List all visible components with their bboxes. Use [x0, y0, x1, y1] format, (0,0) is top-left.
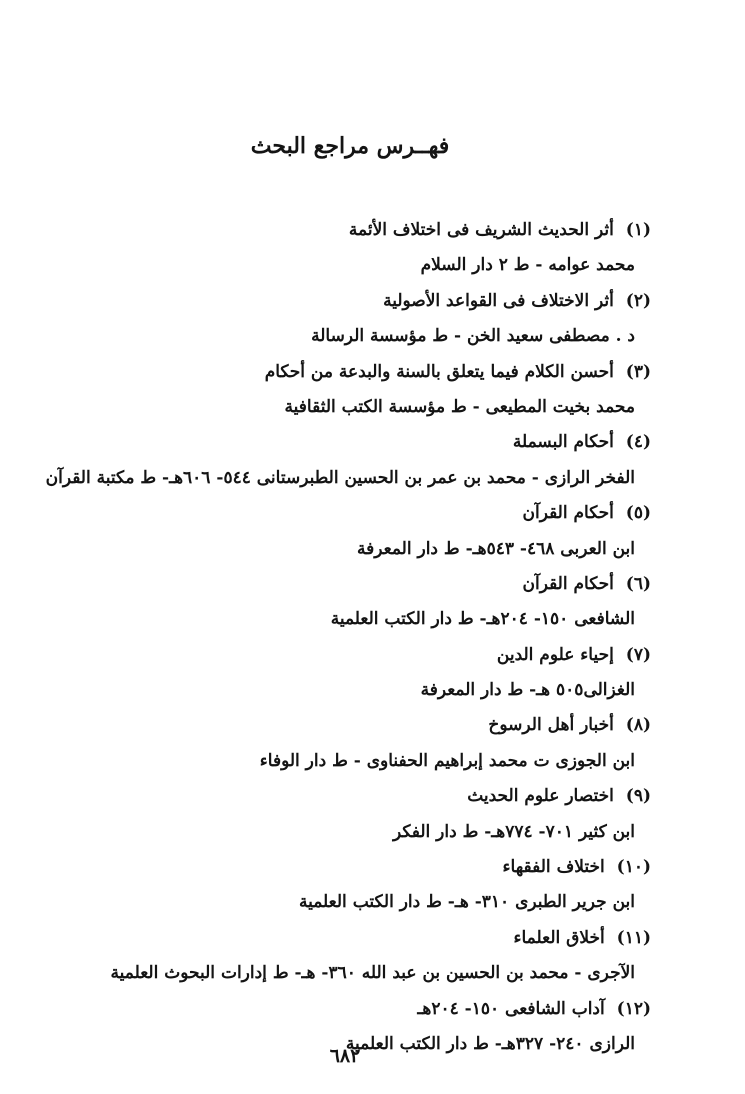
reference-title-line — [11, 921, 651, 956]
reference-entry — [11, 850, 651, 921]
reference-list — [11, 213, 651, 1062]
reference-number: (١٠) — [616, 857, 651, 878]
reference-title: آداب الشافعى ١٥٠- ٢٠٤هـ — [417, 998, 605, 1019]
reference-title-line — [11, 708, 651, 743]
reference-detail: الفخر الرازى - محمد بن عمر بن الحسين الطبرستانى ٥٤٤- ٦٠٦هـ- ط مكتبة القرآن — [45, 467, 635, 488]
reference-entry — [11, 779, 651, 850]
reference-number: (٥) — [625, 503, 651, 524]
reference-entry — [11, 708, 651, 779]
reference-detail: ابن كثير ٧٠١- ٧٧٤هـ- ط دار الفكر — [392, 821, 635, 842]
reference-entry — [11, 284, 651, 355]
page-number: ٦٨٢ — [329, 1045, 361, 1067]
reference-entry — [11, 425, 651, 496]
reference-number: (٦) — [625, 573, 651, 594]
reference-number: (٩) — [625, 786, 651, 807]
reference-detail: الغزالى٥٠٥ هـ- ط دار المعرفة — [420, 680, 635, 701]
reference-number: (١١) — [616, 927, 651, 948]
reference-title: أحكام القرآن — [522, 573, 614, 594]
reference-title: أثر الاختلاف فى القواعد الأصولية — [383, 290, 614, 311]
reference-number: (١٢) — [616, 998, 651, 1019]
reference-detail: الرازى ٢٤٠- ٣٢٧هـ- ط دار الكتب العلمية — [345, 1033, 635, 1054]
reference-entry — [11, 355, 651, 426]
reference-entry — [11, 567, 651, 638]
reference-title: أثر الحديث الشريف فى اختلاف الأئمة — [348, 220, 614, 240]
reference-title-line — [11, 638, 651, 673]
reference-title-line — [11, 850, 651, 885]
reference-number: (٣) — [625, 361, 651, 382]
reference-title-line — [11, 213, 651, 248]
reference-number: (٧) — [625, 644, 651, 665]
reference-title-line — [11, 992, 651, 1027]
reference-detail: ابن الجوزى ت محمد إبراهيم الحفناوى - ط دار الوفاء — [259, 750, 635, 771]
reference-detail: ابن العربى ٤٦٨- ٥٤٣هـ- ط دار المعرفة — [357, 538, 635, 559]
reference-title-line — [11, 425, 651, 460]
reference-number: (٢) — [625, 290, 651, 311]
reference-title: اختلاف الفقهاء — [502, 857, 605, 878]
reference-title-line — [11, 567, 651, 602]
reference-entry — [11, 213, 651, 284]
reference-number: (٨) — [625, 715, 651, 736]
reference-title: إحياء علوم الدين — [496, 644, 614, 665]
reference-title: أخلاق العلماء — [513, 927, 605, 948]
reference-title-line — [11, 355, 651, 390]
reference-title: أحسن الكلام فيما يتعلق بالسنة والبدعة من أحكام — [264, 361, 614, 382]
reference-detail: الآجرى - محمد بن الحسين بن عبد الله ٣٦٠- هـ- ط إدارات البحوث العلمية — [110, 963, 635, 984]
reference-title-line — [11, 496, 651, 531]
page-title: فهــرس مراجع البحث — [250, 133, 450, 159]
reference-title: أخبار أهل الرسوخ — [488, 715, 614, 736]
reference-title: اختصار علوم الحديث — [467, 786, 614, 807]
reference-entry — [11, 921, 651, 992]
reference-detail: د . مصطفى سعيد الخن - ط مؤسسة الرسالة — [311, 326, 635, 347]
reference-detail: الشافعى ١٥٠- ٢٠٤هـ- ط دار الكتب العلمية — [330, 609, 635, 630]
reference-detail: محمد بخيت المطيعى - ط مؤسسة الكتب الثقافية — [284, 396, 635, 417]
reference-title-line — [11, 284, 651, 319]
reference-title: أحكام القرآن — [522, 503, 614, 524]
reference-detail: ابن جرير الطبرى ٣١٠- هـ- ط دار الكتب العلمية — [298, 892, 635, 913]
reference-entry — [11, 496, 651, 567]
reference-number: (١) — [625, 220, 651, 240]
reference-entry — [11, 638, 651, 709]
reference-number: (٤) — [625, 432, 651, 453]
reference-title: أحكام البسملة — [512, 432, 614, 453]
reference-detail: محمد عوامه - ط ٢ دار السلام — [420, 255, 635, 276]
reference-title-line — [11, 779, 651, 814]
